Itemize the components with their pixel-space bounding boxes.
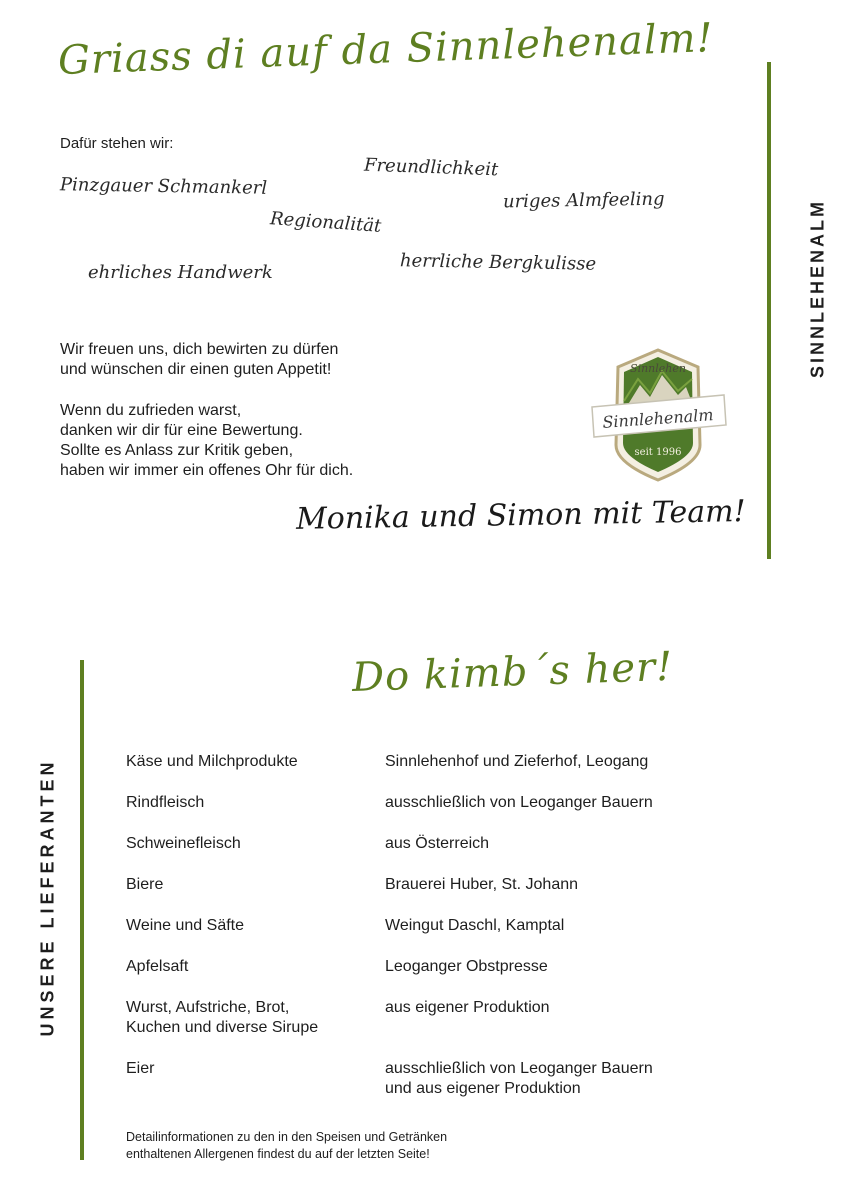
- supplier-category: Käse und Milchprodukte: [126, 753, 298, 770]
- logo-banner-text: Sinnlehenalm: [601, 405, 715, 432]
- supplier-category: Biere: [126, 876, 164, 893]
- welcome-title: Griass di auf da Sinnlehenalm!: [57, 15, 715, 84]
- supplier-category: Eier: [126, 1060, 155, 1077]
- accent-divider-right: [767, 62, 771, 559]
- supplier-category: Weine und Säfte: [126, 917, 245, 934]
- supplier-source: Leoganger Obstpresse: [385, 958, 548, 975]
- supplier-source: aus eigener Produktion: [385, 999, 550, 1016]
- value-word: ehrliches Handwerk: [88, 262, 273, 283]
- accent-divider-left: [80, 660, 84, 1160]
- supplier-source: ausschließlich von Leoganger Bauern und aus eigener Produktion: [385, 1060, 653, 1097]
- supplier-source: aus Österreich: [385, 835, 490, 852]
- supplier-category: Wurst, Aufstriche, Brot, Kuchen und diverse Sirupe: [126, 999, 319, 1036]
- sinnlehenalm-logo: [588, 345, 728, 485]
- paragraph-line: und wünschen dir einen guten Appetit!: [60, 361, 332, 378]
- logo-top-text: Sinnlehen: [630, 362, 686, 375]
- paragraph-line: Wenn du zufrieden warst,: [60, 402, 242, 419]
- paragraph-line: danken wir dir für eine Bewertung.: [60, 422, 303, 439]
- paragraph-line: Sollte es Anlass zur Kritik geben,: [60, 442, 294, 459]
- side-label-sinnlehenalm: SINNLEHENALM: [807, 199, 828, 378]
- value-word: herrliche Bergkulisse: [399, 250, 597, 275]
- suppliers-title: Do kimb´s her!: [351, 643, 674, 701]
- value-word: uriges Almfeeling: [502, 188, 665, 213]
- supplier-category: Schweinefleisch: [126, 835, 241, 852]
- supplier-source: Sinnlehenhof und Zieferhof, Leogang: [385, 753, 649, 770]
- paragraph-line: Wir freuen uns, dich bewirten zu dürfen: [60, 341, 339, 358]
- value-word: Pinzgauer Schmankerl: [59, 174, 268, 199]
- supplier-source: Brauerei Huber, St. Johann: [385, 876, 579, 893]
- supplier-category: Apfelsaft: [126, 958, 189, 975]
- value-word: Freundlichkeit: [363, 154, 499, 181]
- paragraph-line: haben wir immer ein offenes Ohr für dich.: [60, 462, 354, 479]
- welcome-paragraph: [60, 340, 460, 380]
- note-line: Detailinformationen zu den in den Speisen und Getränken: [126, 1130, 448, 1144]
- logo-bottom-text: seit 1996: [634, 447, 682, 458]
- side-label-lieferanten: UNSERE LIEFERANTEN: [37, 758, 58, 1037]
- supplier-source: Weingut Daschl, Kamptal: [385, 917, 565, 934]
- supplier-source: ausschließlich von Leoganger Bauern: [385, 794, 653, 811]
- values-intro: Dafür stehen wir:: [60, 135, 174, 152]
- note-line: enthaltenen Allergenen findest du auf der letzten Seite!: [126, 1147, 430, 1161]
- allergen-note: [126, 1129, 447, 1163]
- feedback-paragraph: [60, 401, 460, 481]
- supplier-category: Rindfleisch: [126, 794, 205, 811]
- signature: Monika und Simon mit Team!: [295, 494, 746, 537]
- value-word: Regionalität: [269, 208, 382, 237]
